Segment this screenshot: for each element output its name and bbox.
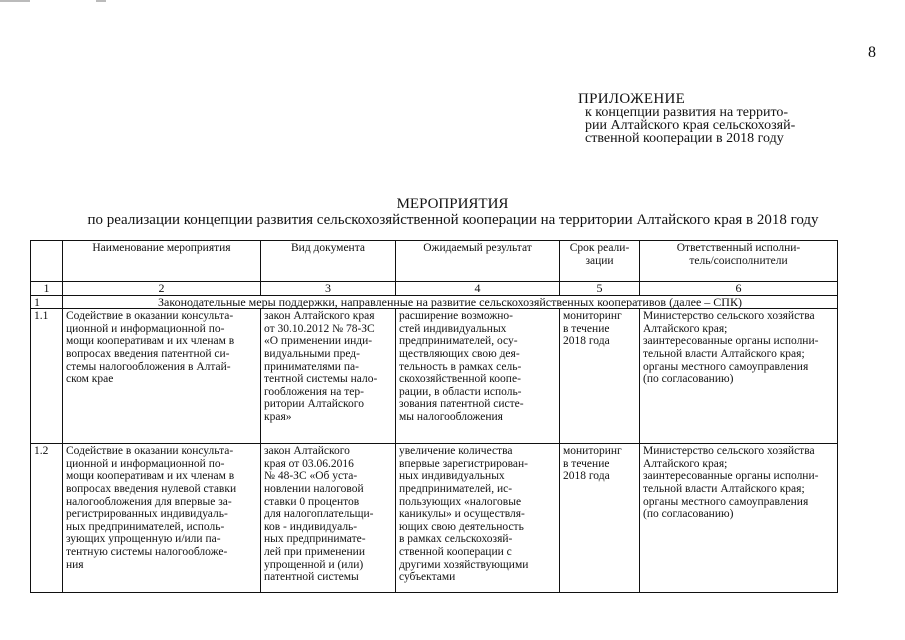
responsible-item: органы местного самоуправления (по согласованию) — [643, 495, 809, 521]
measure-name: Содействие в оказании консульта- ционной и информационной по- мощи кооперативам и их членам в вопросах введения патентной си- стемы налогообложения в Алтай- ском крае — [63, 309, 261, 444]
section-title: Законодательные меры поддержки, направленные на развитие сельскохозяйственных кооперативов (далее – СПК) — [63, 295, 838, 309]
responsible-item: Министерство сельского хозяйства Алтайского края; — [643, 445, 815, 470]
term: мониторинг в течение 2018 года — [560, 309, 640, 444]
header-cell: Наименование мероприятия — [63, 241, 261, 282]
column-number-row — [31, 282, 838, 296]
document-subtitle: по реализации концепции развития сельскохозяйственной кооперации на территории Алтайского края в 2018 году — [87, 212, 819, 228]
column-number: 3 — [261, 282, 396, 296]
expected-result: увеличение количества впервые зарегистрирован- ных индивидуальных предпринимателей, ис- пользующих «налоговые каникулы» и осуществля- ющих свою деятельность в рамках сельскохозяй- ственной кооперации с другими хозяйствующими субъектами — [396, 444, 560, 593]
appendix-line: рии Алтайского края сельскохозяй- — [585, 118, 796, 133]
page-number: 8 — [868, 44, 876, 61]
responsible-item: органы местного самоуправления (по согласованию) — [643, 360, 809, 386]
header-cell: Ожидаемый результат — [396, 241, 560, 282]
column-number: 1 — [31, 282, 63, 296]
appendix-block — [578, 93, 817, 145]
responsible-item: Министерство сельского хозяйства Алтайского края; — [643, 310, 815, 335]
header-cell: Ответственный исполни- тель/соисполнители — [640, 241, 838, 282]
responsible-item: заинтересованные органы исполни- тельной власти Алтайского края; — [643, 335, 819, 360]
table-row — [31, 309, 838, 444]
section-row — [31, 295, 838, 309]
expected-result: расширение возможно- стей индивидуальных предпринимателей, осу- ществляющих свою дея- тельность в рамках сель- скохозяйственной коопе- рации, в области исполь- зования патентной систе- мы налогообложения — [396, 309, 560, 444]
document-type: закон Алтайского края от 03.06.2016 № 48-ЗС «Об уста- новлении налоговой ставки 0 процентов для налогоплательщи- ков - индивидуаль- ных предпринимате- лей при применении упрощенной и (или) патентной системы — [261, 444, 396, 593]
scan-edge-mark — [96, 0, 106, 2]
term: мониторинг в течение 2018 года — [560, 444, 640, 593]
row-number: 1.2 — [31, 444, 63, 593]
responsible — [640, 444, 838, 593]
header-cell: Срок реали- зации — [560, 241, 640, 282]
header-cell: Вид документа — [261, 241, 396, 282]
table-row — [31, 444, 838, 593]
responsible-item: заинтересованные органы исполни- тельной власти Алтайского края; — [643, 470, 819, 495]
section-number: 1 — [31, 295, 63, 309]
measures-table — [30, 240, 838, 593]
document-type: закон Алтайского края от 30.10.2012 № 78-ЗС «О применении инди- видуальными пред- принимателями па- тентной системы нало- гообложения на тер- ритории Алтайского края» — [261, 309, 396, 444]
appendix-line: ственной кооперации в 2018 году — [585, 131, 784, 146]
header-cell-num — [31, 241, 63, 282]
document-title: МЕРОПРИЯТИЯ — [396, 196, 509, 212]
column-number: 5 — [560, 282, 640, 296]
scan-edge-mark — [0, 0, 30, 2]
measure-name: Содействие в оказании консульта- ционной и информационной по- мощи кооперативам и их членам в вопросах введения нулевой ставки налогообложения для впервые за- регистрированных индивидуаль- ных предпринимателей, исполь- зующих упрощенную и/или па- тентную системы налогообложе- ния — [63, 444, 261, 593]
column-number: 4 — [396, 282, 560, 296]
column-number: 6 — [640, 282, 838, 296]
appendix-heading: ПРИЛОЖЕНИЕ — [578, 91, 686, 107]
row-number: 1.1 — [31, 309, 63, 444]
column-number: 2 — [63, 282, 261, 296]
appendix-line: к концепции развития на террито- — [585, 105, 789, 120]
table-header-row — [31, 241, 838, 282]
responsible — [640, 309, 838, 444]
